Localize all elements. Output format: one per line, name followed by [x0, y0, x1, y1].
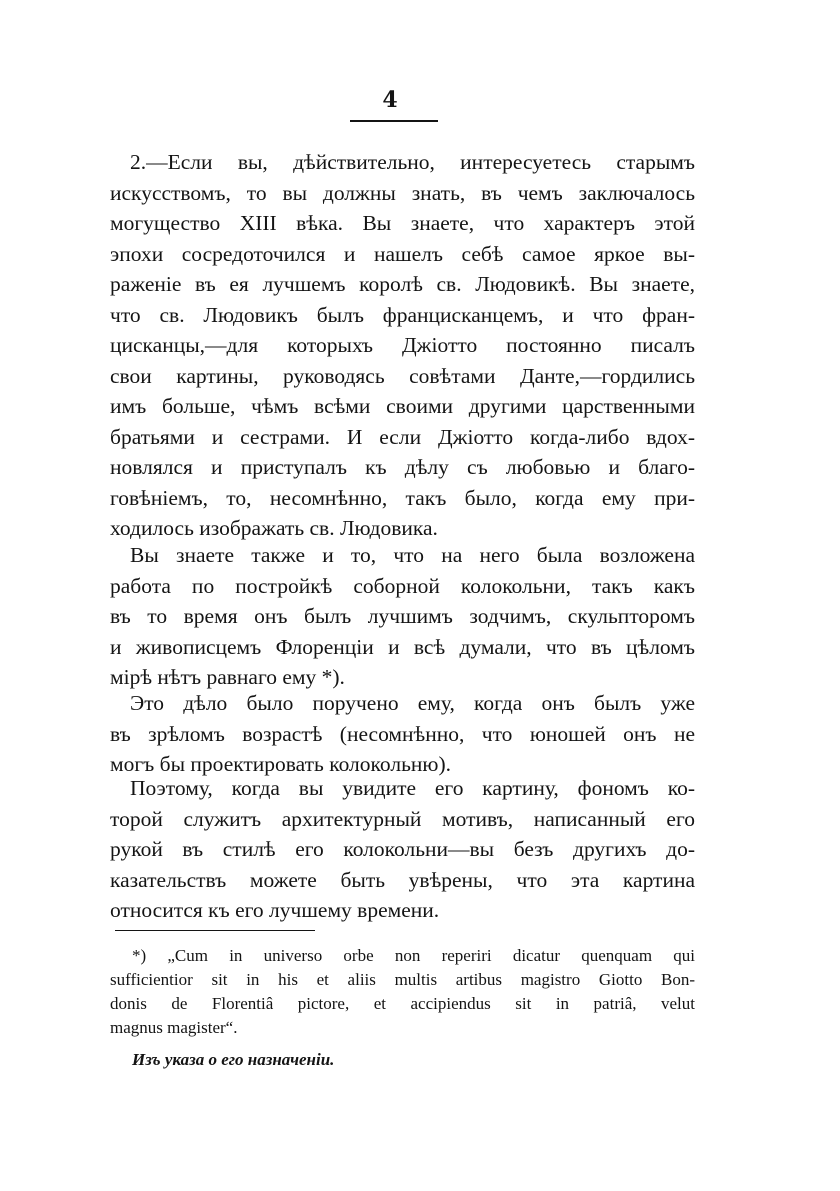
footnote [110, 944, 695, 1040]
text-line: цисканцы,—для которыхъ Джіотто постоянно писалъ [110, 333, 695, 357]
paragraph-2 [110, 540, 695, 693]
footnote-line: magnus magister“. [110, 1018, 238, 1037]
text-line: имъ больше, чѣмъ всѣми своими другими царственными [110, 394, 695, 418]
text-line: мірѣ нѣтъ равнаго ему *). [110, 665, 345, 689]
paragraph-3 [110, 688, 695, 780]
text-line: могъ бы проектировать колокольню). [110, 752, 451, 776]
text-line: торой служитъ архитектурный мотивъ, написанный его [110, 806, 695, 831]
text-line: ходилось изображать св. Людовика. [110, 516, 438, 540]
text-line: 2.—Если вы, дѣйствительно, интересуетесь старымъ [130, 150, 695, 174]
text-line: что св. Людовикъ былъ францисканцемъ, и что фран- [110, 302, 695, 327]
text-line: братьями и сестрами. И если Джіотто когда-либо вдох- [110, 424, 695, 449]
footnote-line: *) „Cum in universo orbe non reperiri dicatur quenquam qui [132, 946, 695, 965]
text-line: Поэтому, когда вы увидите его картину, фономъ ко- [130, 776, 695, 800]
text-line: эпохи сосредоточился и нашелъ себѣ самое яркое вы- [110, 241, 695, 266]
paragraph-4 [110, 773, 695, 926]
header-rule [350, 120, 438, 122]
text-line: относится къ его лучшему времени. [110, 898, 440, 922]
paragraph-1 [110, 147, 695, 544]
text-line: Это дѣло было поручено ему, когда онъ былъ уже [130, 691, 695, 715]
text-line: свои картины, руководясь совѣтами Данте,—гордились [110, 363, 695, 388]
page-number: 4 [382, 87, 398, 113]
text-line: работа по постройкѣ соборной колокольни, такъ какъ [110, 573, 695, 598]
text-line: раженіе въ ея лучшемъ королѣ св. Людовикѣ. Вы знаете, [110, 272, 695, 296]
footnote-line: donis de Florentiâ pictore, et accipiendus sit in patriâ, velut [110, 994, 695, 1013]
text-line: могущество XIII вѣка. Вы знаете, что характеръ этой [110, 211, 695, 235]
text-line: и живописцемъ Флоренціи и всѣ думали, что въ цѣломъ [110, 634, 695, 659]
text-line: Вы знаете также и то, что на него была возложена [130, 543, 695, 567]
text-line: рукой въ стилѣ его колокольни—вы безъ другихъ до- [110, 837, 695, 861]
text-line: говѣніемъ, то, несомнѣнно, такъ было, когда ему при- [110, 485, 695, 510]
footnote-source: Изъ указа о его назначеніи. [132, 1050, 335, 1069]
footnote-line: sufficientior sit in his et aliis multis artibus magistro Giotto Bon- [110, 970, 695, 989]
text-line: въ то время онъ былъ лучшимъ зодчимъ, скульпторомъ [110, 604, 695, 628]
text-line: искусствомъ, то вы должны знать, въ чемъ заключалось [110, 180, 695, 205]
text-line: новлялся и приступалъ къ дѣлу съ любовью и благо- [110, 455, 695, 479]
text-line: въ зрѣломъ возрастѣ (несомнѣнно, что юношей онъ не [110, 721, 695, 746]
footnote-separator [115, 930, 315, 931]
text-line: казательствъ можете быть увѣрены, что эта картина [110, 867, 695, 892]
